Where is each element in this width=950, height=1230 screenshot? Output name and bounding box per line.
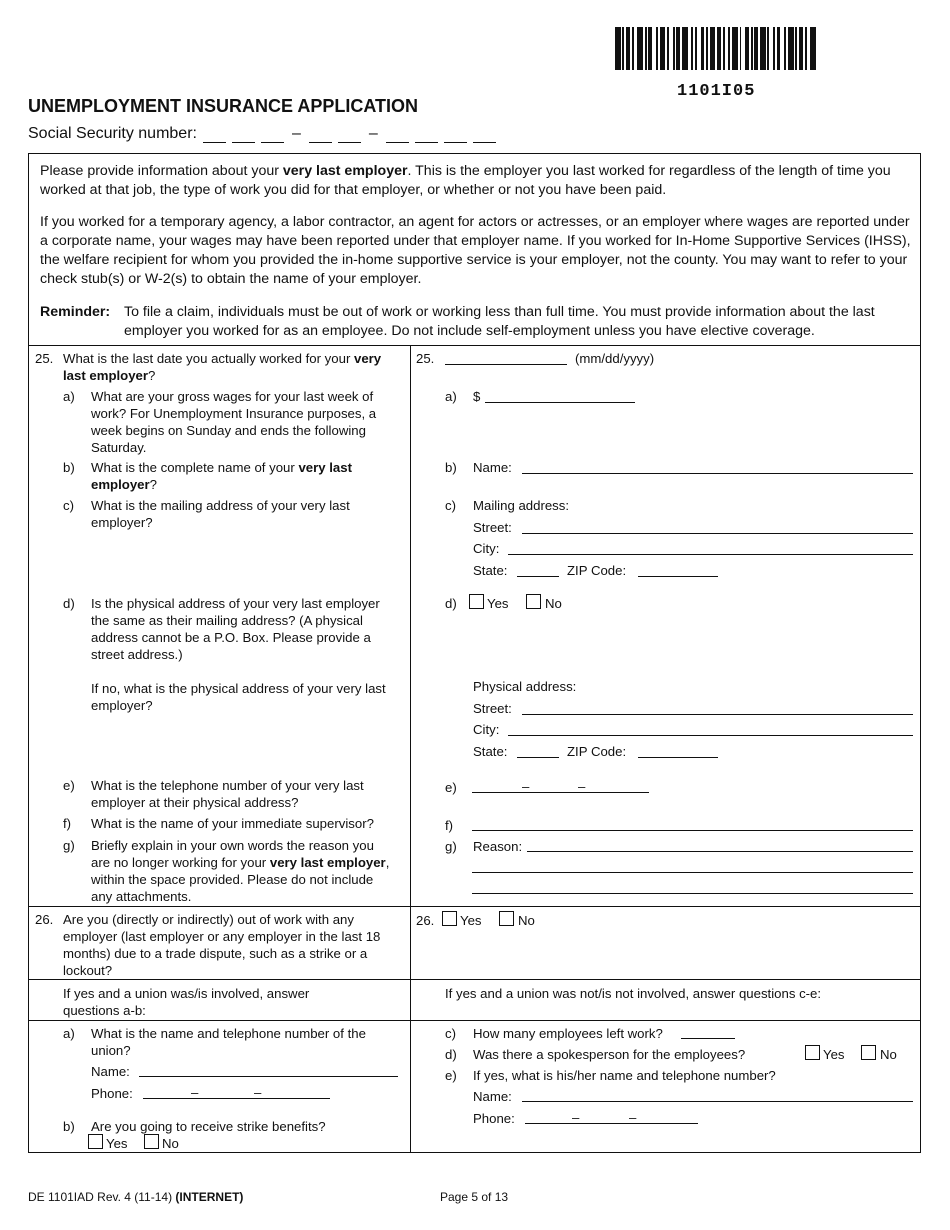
q26d-label: d) bbox=[445, 1047, 457, 1062]
spokesperson-name-label: Name: bbox=[473, 1089, 512, 1104]
ssn-digit-field[interactable] bbox=[386, 128, 409, 143]
q25d-question-2: If no, what is the physical address of your very last employer? bbox=[91, 681, 386, 713]
ssn-digit-field[interactable] bbox=[261, 128, 284, 143]
mailing-address-label: Mailing address: bbox=[473, 498, 570, 513]
q25f-question: What is the name of your immediate supervisor? bbox=[91, 816, 374, 831]
q25g-bold: very last employer bbox=[269, 855, 386, 870]
supervisor-name-field[interactable] bbox=[472, 830, 913, 831]
physical-zip-label: ZIP Code: bbox=[567, 744, 627, 759]
q25g-question bbox=[91, 837, 391, 905]
phone-dash: – bbox=[522, 779, 530, 794]
intro-text: . This is the employer you last worked for regardless of the length of time you worked at that job, the type of work you did for that employer, or whether or not you have been paid. bbox=[40, 163, 891, 198]
mailing-zip-label: ZIP Code: bbox=[567, 563, 627, 578]
f-label: f) bbox=[445, 818, 454, 833]
q26d-question: Was there a spokesperson for the employees? bbox=[473, 1047, 746, 1062]
union-phone-field[interactable] bbox=[143, 1098, 330, 1099]
reminder-label: Reminder: bbox=[40, 304, 111, 320]
q25b-text: What is the complete name of your bbox=[91, 460, 299, 475]
q25-answer-number: 25. bbox=[416, 351, 435, 366]
barcode-number: 1101I05 bbox=[677, 82, 756, 101]
q25f-label: f) bbox=[63, 816, 72, 831]
spokesperson-yes-checkbox[interactable] bbox=[805, 1045, 820, 1060]
ssn-digit-field[interactable] bbox=[444, 128, 467, 143]
physical-zip-field[interactable] bbox=[638, 757, 718, 758]
q25g-text: , within the space provided. Please do not include any attachments. bbox=[91, 855, 390, 904]
phone-dash: – bbox=[578, 779, 586, 794]
q25g-label: g) bbox=[63, 838, 75, 853]
q25c-label: c) bbox=[63, 498, 74, 513]
yes-label: Yes bbox=[106, 1136, 128, 1151]
strike-benefits-no-checkbox[interactable] bbox=[144, 1134, 159, 1149]
q25b-label: b) bbox=[63, 460, 75, 475]
q26-number: 26. bbox=[35, 912, 54, 927]
physical-same-yes-checkbox[interactable] bbox=[469, 594, 484, 609]
d-label: d) bbox=[445, 596, 457, 611]
physical-city-field[interactable] bbox=[508, 735, 913, 736]
mailing-city-label: City: bbox=[473, 541, 500, 556]
spokesperson-phone-field[interactable] bbox=[525, 1123, 698, 1124]
column-divider bbox=[410, 345, 411, 1153]
q25g-text: Briefly explain in your own words the reason you are no longer working for your bbox=[91, 838, 374, 870]
q26b-question: Are you going to receive strike benefits? bbox=[91, 1119, 326, 1134]
yes-label: Yes bbox=[487, 596, 509, 611]
physical-street-label: Street: bbox=[473, 701, 512, 716]
physical-state-field[interactable] bbox=[517, 757, 559, 758]
employer-name-field[interactable] bbox=[522, 473, 913, 474]
q26-answer-number: 26. bbox=[416, 913, 435, 928]
phone-dash: – bbox=[254, 1085, 262, 1100]
employees-left-field[interactable] bbox=[681, 1038, 735, 1039]
intro-text: Please provide information about your bbox=[40, 163, 283, 179]
reason-field-line-3[interactable] bbox=[472, 893, 913, 894]
employer-name-label: Name: bbox=[473, 460, 512, 475]
no-label: No bbox=[518, 913, 535, 928]
q25d-question: Is the physical address of your very last employer the same as their mailing address? (A physical address cannot be a P.O. Box. Please provide a street address.) bbox=[91, 596, 380, 662]
ssn-row bbox=[28, 125, 496, 143]
ssn-digit-field[interactable] bbox=[473, 128, 496, 143]
dollar-sign: $ bbox=[473, 389, 481, 404]
reminder-text: To file a claim, individuals must be out of work or working less than full time. You must provide information about the last employer you worked for as an employee. Do not include self-employment unless you have elective coverage. bbox=[124, 304, 875, 339]
last-date-field[interactable] bbox=[445, 364, 567, 365]
phone-dash: – bbox=[629, 1110, 637, 1125]
c-label: c) bbox=[445, 498, 456, 513]
divider bbox=[28, 1020, 921, 1021]
reason-field-line-1[interactable] bbox=[527, 851, 913, 852]
spokesperson-no-checkbox[interactable] bbox=[861, 1045, 876, 1060]
q26c-question: How many employees left work? bbox=[473, 1026, 663, 1041]
yes-label: Yes bbox=[460, 913, 482, 928]
date-format-hint: (mm/dd/yyyy) bbox=[575, 351, 655, 366]
barcode-bar bbox=[816, 27, 818, 70]
trade-dispute-yes-checkbox[interactable] bbox=[442, 911, 457, 926]
q25e-question: What is the telephone number of your very last employer at their physical address? bbox=[91, 778, 364, 810]
union-involved-instruction: If yes and a union was/is involved, answer questions a-b: bbox=[63, 986, 310, 1018]
union-name-field[interactable] bbox=[139, 1076, 398, 1077]
ssn-label: Social Security number: bbox=[28, 125, 197, 142]
divider bbox=[28, 906, 921, 907]
barcode bbox=[615, 27, 818, 70]
mailing-zip-field[interactable] bbox=[638, 576, 718, 577]
spokesperson-phone-label: Phone: bbox=[473, 1111, 515, 1126]
divider bbox=[28, 345, 921, 346]
reason-field-line-2[interactable] bbox=[472, 872, 913, 873]
ssn-dash: – bbox=[368, 125, 378, 142]
q25d-label: d) bbox=[63, 596, 75, 611]
ssn-digit-field[interactable] bbox=[203, 128, 226, 143]
trade-dispute-no-checkbox[interactable] bbox=[499, 911, 514, 926]
q25-text: ? bbox=[148, 368, 156, 383]
phone-dash: – bbox=[572, 1110, 580, 1125]
union-name-label: Name: bbox=[91, 1064, 130, 1079]
q25b-text: ? bbox=[149, 477, 157, 492]
phone-dash: – bbox=[191, 1085, 199, 1100]
divider bbox=[28, 979, 921, 980]
physical-city-label: City: bbox=[473, 722, 500, 737]
a-label: a) bbox=[445, 389, 457, 404]
union-phone-label: Phone: bbox=[91, 1086, 133, 1101]
q25b-bold: very last employer bbox=[91, 460, 352, 492]
mailing-state-field[interactable] bbox=[517, 576, 559, 577]
spokesperson-name-field[interactable] bbox=[522, 1101, 913, 1102]
gross-wages-field[interactable] bbox=[485, 402, 635, 403]
ssn-digit-field[interactable] bbox=[232, 128, 255, 143]
physical-state-label: State: bbox=[473, 744, 508, 759]
q26a-question: What is the name and telephone number of the union? bbox=[91, 1026, 366, 1058]
strike-benefits-yes-checkbox[interactable] bbox=[88, 1134, 103, 1149]
q25a-label: a) bbox=[63, 389, 75, 404]
q26c-label: c) bbox=[445, 1026, 456, 1041]
physical-same-no-checkbox[interactable] bbox=[526, 594, 541, 609]
form-tag: (INTERNET) bbox=[175, 1190, 244, 1204]
page-title: UNEMPLOYMENT INSURANCE APPLICATION bbox=[28, 96, 419, 116]
ssn-digit-field[interactable] bbox=[338, 128, 361, 143]
b-label: b) bbox=[445, 460, 457, 475]
q25c-question: What is the mailing address of your very last employer? bbox=[91, 498, 350, 530]
q25b-question bbox=[91, 459, 391, 493]
q25-number: 25. bbox=[35, 351, 54, 366]
q26e-question: If yes, what is his/her name and telephone number? bbox=[473, 1068, 776, 1083]
yes-label: Yes bbox=[823, 1047, 845, 1062]
q26e-label: e) bbox=[445, 1068, 457, 1083]
form-id-text: DE 1101IAD Rev. 4 (11-14) bbox=[28, 1190, 173, 1204]
page-number: Page 5 of 13 bbox=[440, 1190, 509, 1204]
intro-bold: very last employer bbox=[282, 163, 408, 179]
mailing-city-field[interactable] bbox=[508, 554, 913, 555]
ssn-digit-field[interactable] bbox=[309, 128, 332, 143]
q26b-label: b) bbox=[63, 1119, 75, 1134]
ssn-digit-field[interactable] bbox=[415, 128, 438, 143]
no-label: No bbox=[545, 596, 562, 611]
q26-question: Are you (directly or indirectly) out of work with any employer (last employer or any employer in the last 18 months) due to a trade dispute, such as a strike or a lockout? bbox=[63, 912, 381, 978]
q25-question bbox=[63, 350, 405, 384]
ssn-dash: – bbox=[291, 125, 301, 142]
mailing-state-label: State: bbox=[473, 563, 508, 578]
physical-street-field[interactable] bbox=[522, 714, 913, 715]
union-not-involved-instruction: If yes and a union was not/is not involved, answer questions c-e: bbox=[445, 986, 822, 1001]
no-label: No bbox=[162, 1136, 179, 1151]
q25-text: What is the last date you actually worked for your bbox=[63, 351, 354, 366]
reason-label: Reason: bbox=[473, 839, 523, 854]
mailing-street-field[interactable] bbox=[522, 533, 913, 534]
intro-paragraph-2: If you worked for a temporary agency, a labor contractor, an agent for actors or actresses, or an employer where wages are reported under a corporate name, your wages may have been reported under that employer name. If you worked for In-Home Supportive Services (IHSS), the welfare recipient for whom you provided the in-home supportive service is your employer, not the county. You may want to refer to your check stub(s) or W-2(s) to obtain the name of your employer. bbox=[40, 214, 911, 287]
no-label: No bbox=[880, 1047, 897, 1062]
q25a-question: What are your gross wages for your last week of work? For Unemployment Insurance purposes, a week begins on Sunday and ends the following Saturday. bbox=[91, 389, 377, 455]
employer-phone-field[interactable] bbox=[472, 792, 649, 793]
q25e-label: e) bbox=[63, 778, 75, 793]
form-id bbox=[28, 1190, 243, 1204]
q25-bold: very last employer bbox=[63, 351, 382, 383]
mailing-street-label: Street: bbox=[473, 520, 512, 535]
g-label: g) bbox=[445, 839, 457, 854]
physical-address-label: Physical address: bbox=[473, 679, 577, 694]
q26a-label: a) bbox=[63, 1026, 75, 1041]
intro-paragraph-1 bbox=[40, 162, 912, 200]
e-label: e) bbox=[445, 780, 457, 795]
